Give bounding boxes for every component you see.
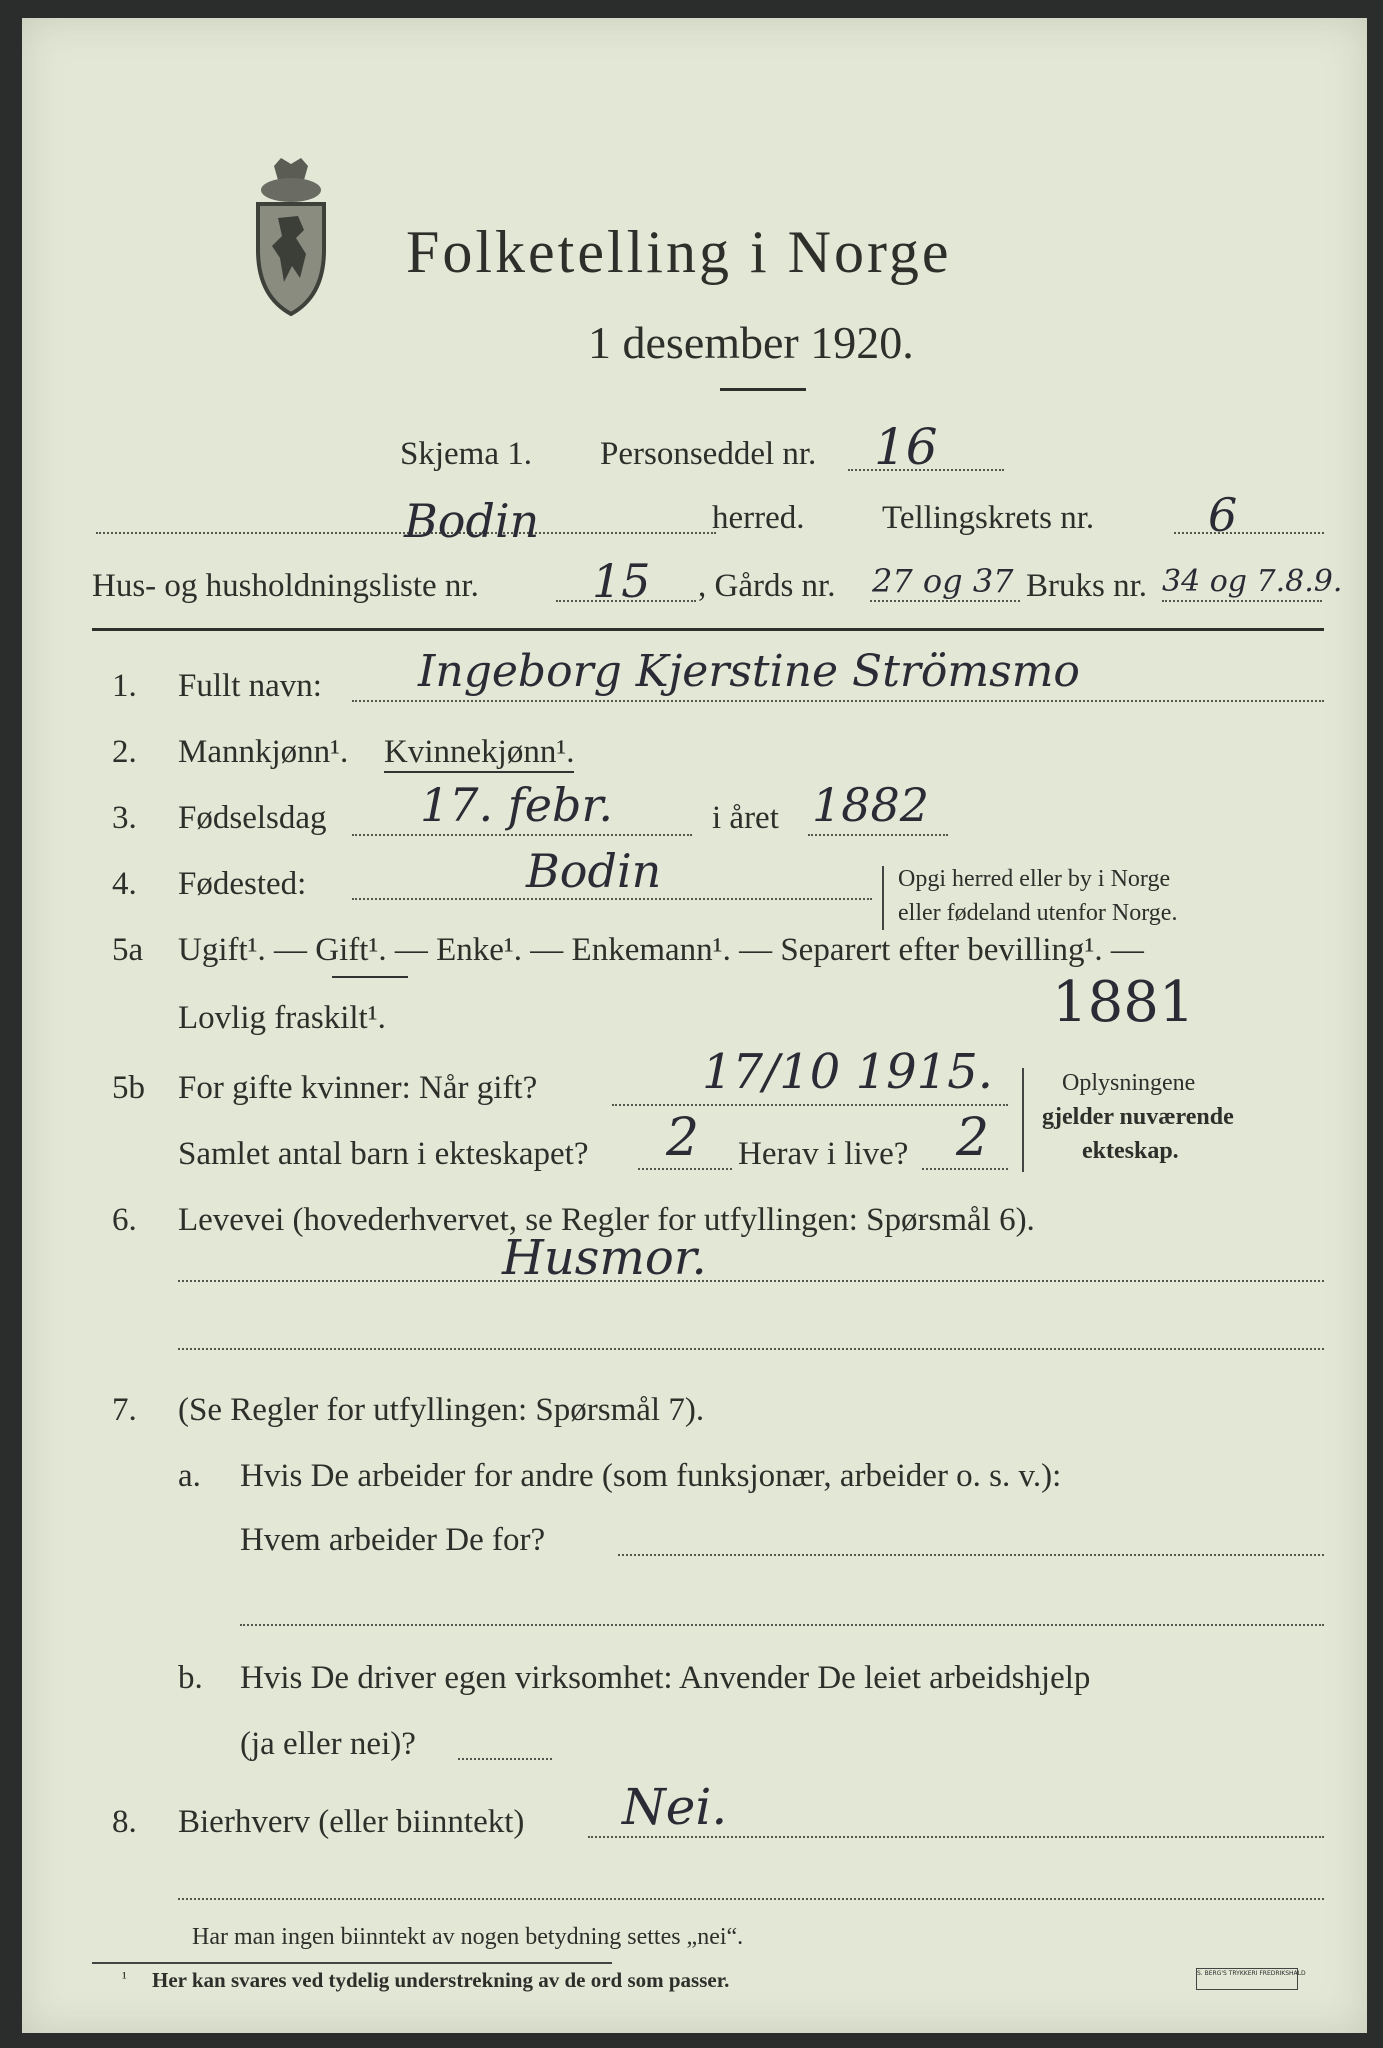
birthplace-label: Fødested:	[178, 866, 307, 902]
personseddel-label: Personseddel nr.	[600, 436, 817, 472]
bruks-label: Bruks nr.	[1026, 568, 1148, 604]
birthplace-note-2: eller fødeland utenfor Norge.	[898, 900, 1178, 926]
census-date: 1 desember 1920.	[588, 317, 914, 368]
footnote-mark: ¹	[122, 1970, 127, 1987]
side-income-line	[588, 1836, 1324, 1838]
q7a-text: Hvis De arbeider for andre (som funksjonær, arbeider o. s. v.):	[240, 1458, 1062, 1494]
full-name-value[interactable]: Ingeborg Kjerstine Strömsmo	[418, 646, 1080, 697]
marriage-note-1: Oplysningene	[1062, 1070, 1196, 1096]
personseddel-value[interactable]: 16	[874, 418, 938, 476]
birthdate-value[interactable]: 17. febr.	[420, 778, 614, 832]
side-income-line-2	[178, 1898, 1324, 1900]
q7b-text: Hvis De driver egen virksomhet: Anvender De leiet arbeidshjelp	[240, 1660, 1091, 1696]
q1-number: 1.	[112, 668, 137, 704]
tellingskrets-label: Tellingskrets nr.	[882, 500, 1095, 536]
children-alive-line	[922, 1168, 1008, 1170]
bruks-line	[1162, 600, 1322, 602]
q5b-number: 5b	[112, 1070, 145, 1106]
q2-number: 2.	[112, 734, 137, 770]
occupation-value[interactable]: Husmor.	[502, 1230, 707, 1286]
married-when-line	[612, 1104, 1008, 1106]
footnote-rule	[92, 1962, 612, 1964]
bruks-value[interactable]: 34 og 7.8.9.	[1162, 564, 1343, 599]
form-title: Folketelling i Norge	[406, 219, 952, 285]
q7-label: (Se Regler for utfyllingen: Spørsmål 7).	[178, 1392, 705, 1428]
birthplace-note-1: Opgi herred eller by i Norge	[898, 866, 1171, 892]
children-alive-value[interactable]: 2	[956, 1108, 990, 1168]
children-total-line	[638, 1168, 732, 1170]
children-total-label: Samlet antal barn i ekteskapet?	[178, 1136, 589, 1172]
children-alive-label: Herav i live?	[738, 1136, 909, 1172]
children-total-value[interactable]: 2	[666, 1108, 700, 1168]
footnote-text: Her kan svares ved tydelig understrekning av de ord som passer.	[152, 1968, 730, 1992]
birthplace-line	[352, 898, 872, 900]
male-option[interactable]: Mannkjønn¹.	[178, 734, 349, 770]
hus-label: Hus- og husholdningsliste nr.	[92, 568, 479, 604]
q8-number: 8.	[112, 1804, 137, 1840]
tellingskrets-value[interactable]: 6	[1208, 488, 1238, 542]
married-when-label: For gifte kvinner: Når gift?	[178, 1070, 538, 1106]
birthplace-note-brace	[882, 866, 884, 930]
married-when-value[interactable]: 17/10 1915.	[702, 1044, 993, 1100]
printer-mark: S. BERG'S TRYKKERI FREDRIKSHALD	[1196, 1968, 1298, 1990]
tellingskrets-line	[1174, 532, 1324, 534]
side-income-value[interactable]: Nei.	[622, 1778, 728, 1836]
header-rule	[92, 628, 1324, 631]
q5a-number: 5a	[112, 932, 144, 968]
q7a-employer-label: Hvem arbeider De for?	[240, 1522, 546, 1558]
q7a-number: a.	[178, 1458, 201, 1494]
q7b-hired-help-label: (ja eller nei)?	[240, 1726, 416, 1762]
q7b-hired-help-line[interactable]	[458, 1758, 552, 1760]
q7a-employer-line-2[interactable]	[240, 1624, 1324, 1626]
occupation-label: Levevei (hovederhvervet, se Regler for utfyllingen: Spørsmål 6).	[178, 1202, 1035, 1238]
q3-number: 3.	[112, 800, 137, 836]
hus-value[interactable]: 15	[592, 554, 651, 608]
marriage-note-2: gjelder nuværende	[1042, 1104, 1234, 1130]
gards-value[interactable]: 27 og 37	[872, 562, 1014, 600]
full-name-line	[352, 700, 1324, 702]
full-name-label: Fullt navn:	[178, 668, 322, 704]
q7-number: 7.	[112, 1392, 137, 1428]
birthyear-value[interactable]: 1882	[812, 778, 930, 832]
census-form	[22, 18, 1367, 2033]
birthdate-label: Fødselsdag	[178, 800, 327, 836]
marital-status-options[interactable]: Ugift¹. — Gift¹. — Enke¹. — Enkemann¹. — Separert efter bevilling¹. —	[178, 932, 1144, 968]
q7a-employer-line[interactable]	[618, 1554, 1324, 1556]
title-divider	[720, 388, 806, 391]
q6-number: 6.	[112, 1202, 137, 1238]
herred-value[interactable]: Bodin	[404, 494, 540, 548]
q4-number: 4.	[112, 866, 137, 902]
marital-handwritten-note: 1881	[1052, 970, 1195, 1035]
birthdate-line	[352, 834, 692, 836]
herred-label: herred.	[712, 500, 805, 536]
gards-label: , Gårds nr.	[698, 568, 836, 604]
female-option[interactable]: Kvinnekjønn¹.	[384, 734, 574, 773]
schema-label: Skjema 1.	[400, 436, 532, 472]
divorced-option[interactable]: Lovlig fraskilt¹.	[178, 1000, 386, 1036]
side-income-label: Bierhverv (eller biinntekt)	[178, 1804, 525, 1840]
gift-underline	[332, 976, 408, 978]
q7b-number: b.	[178, 1660, 203, 1696]
marriage-note-3: ekteskap.	[1082, 1138, 1179, 1164]
birthyear-line	[808, 834, 948, 836]
occupation-line-1	[178, 1280, 1324, 1282]
marriage-note-brace	[1022, 1068, 1024, 1172]
coat-of-arms-icon	[244, 158, 338, 318]
occupation-line-2	[178, 1348, 1324, 1350]
birthplace-value[interactable]: Bodin	[526, 844, 662, 898]
no-income-note: Har man ingen biinntekt av nogen betydning settes „nei“.	[192, 1924, 744, 1950]
gards-line	[870, 600, 1020, 602]
birthyear-label: i året	[712, 800, 779, 836]
